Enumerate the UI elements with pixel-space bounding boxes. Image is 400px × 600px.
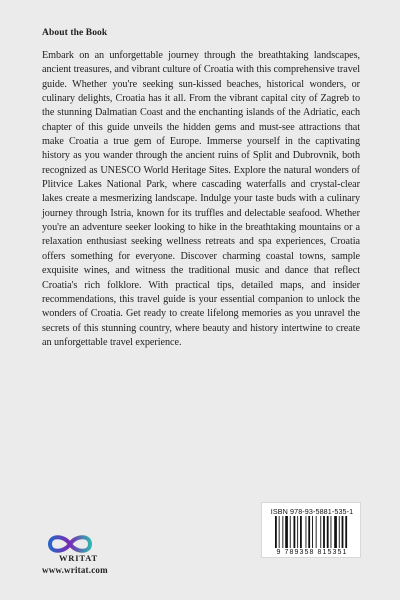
publisher-url: www.writat.com — [42, 565, 108, 575]
book-description: Embark on an unforgettable journey through the breathtaking landscapes, ancient treasures, and vibrant culture of Croatia with this comprehensive travel guide. Whether you're seeking sun-kissed beaches, historical wonders, or culinary delights, Croatia has it all. From the vibrant capital city of Zagreb to the stunning Dalmatian Coast and the enchanting islands of the Adriatic, each chapter of this guide unveils the hidden gems and must-see attractions that make Croatia a true gem of Europe. Immerse yourself in the captivating history as you wander through the ancient ruins of Split and Dubrovnik, both recognized as UNESCO World Heritage Sites. Explore the natural wonders of Plitvice Lakes National Park, where cascading waterfalls and crystal-clear lakes create a mesmerizing landscape. Indulge your taste buds with a culinary journey through Istria, known for its truffles and delectable seafood. Whether you're an adventure seeker looking to hike in the breathtaking mountains or a relaxation enthusiast seeking wellness retreats and spa experiences, Croatia offers something for everyone. Discover charming coastal towns, sample exquisite wines, and witness the traditional music and dance that reflect Croatia's rich folklore. With practical tips, detailed maps, and insider recommendations, this travel guide is your essential companion to unlock the wonders of Croatia. Get ready to create lifelong memories as you unravel the secrets of this stunning country, where beauty and history intertwine to create an unforgettable travel experience. — [42, 50, 360, 348]
infinity-logo-icon — [42, 533, 98, 555]
about-heading: About the Book — [42, 28, 108, 38]
publisher-name: WRITAT — [59, 553, 98, 563]
barcode-digits: 9 789358 815351 — [276, 549, 348, 556]
isbn-label: ISBN 978-93-5881-535-1 — [270, 507, 354, 516]
isbn-barcode — [261, 502, 361, 558]
barcode-bars — [275, 516, 349, 548]
